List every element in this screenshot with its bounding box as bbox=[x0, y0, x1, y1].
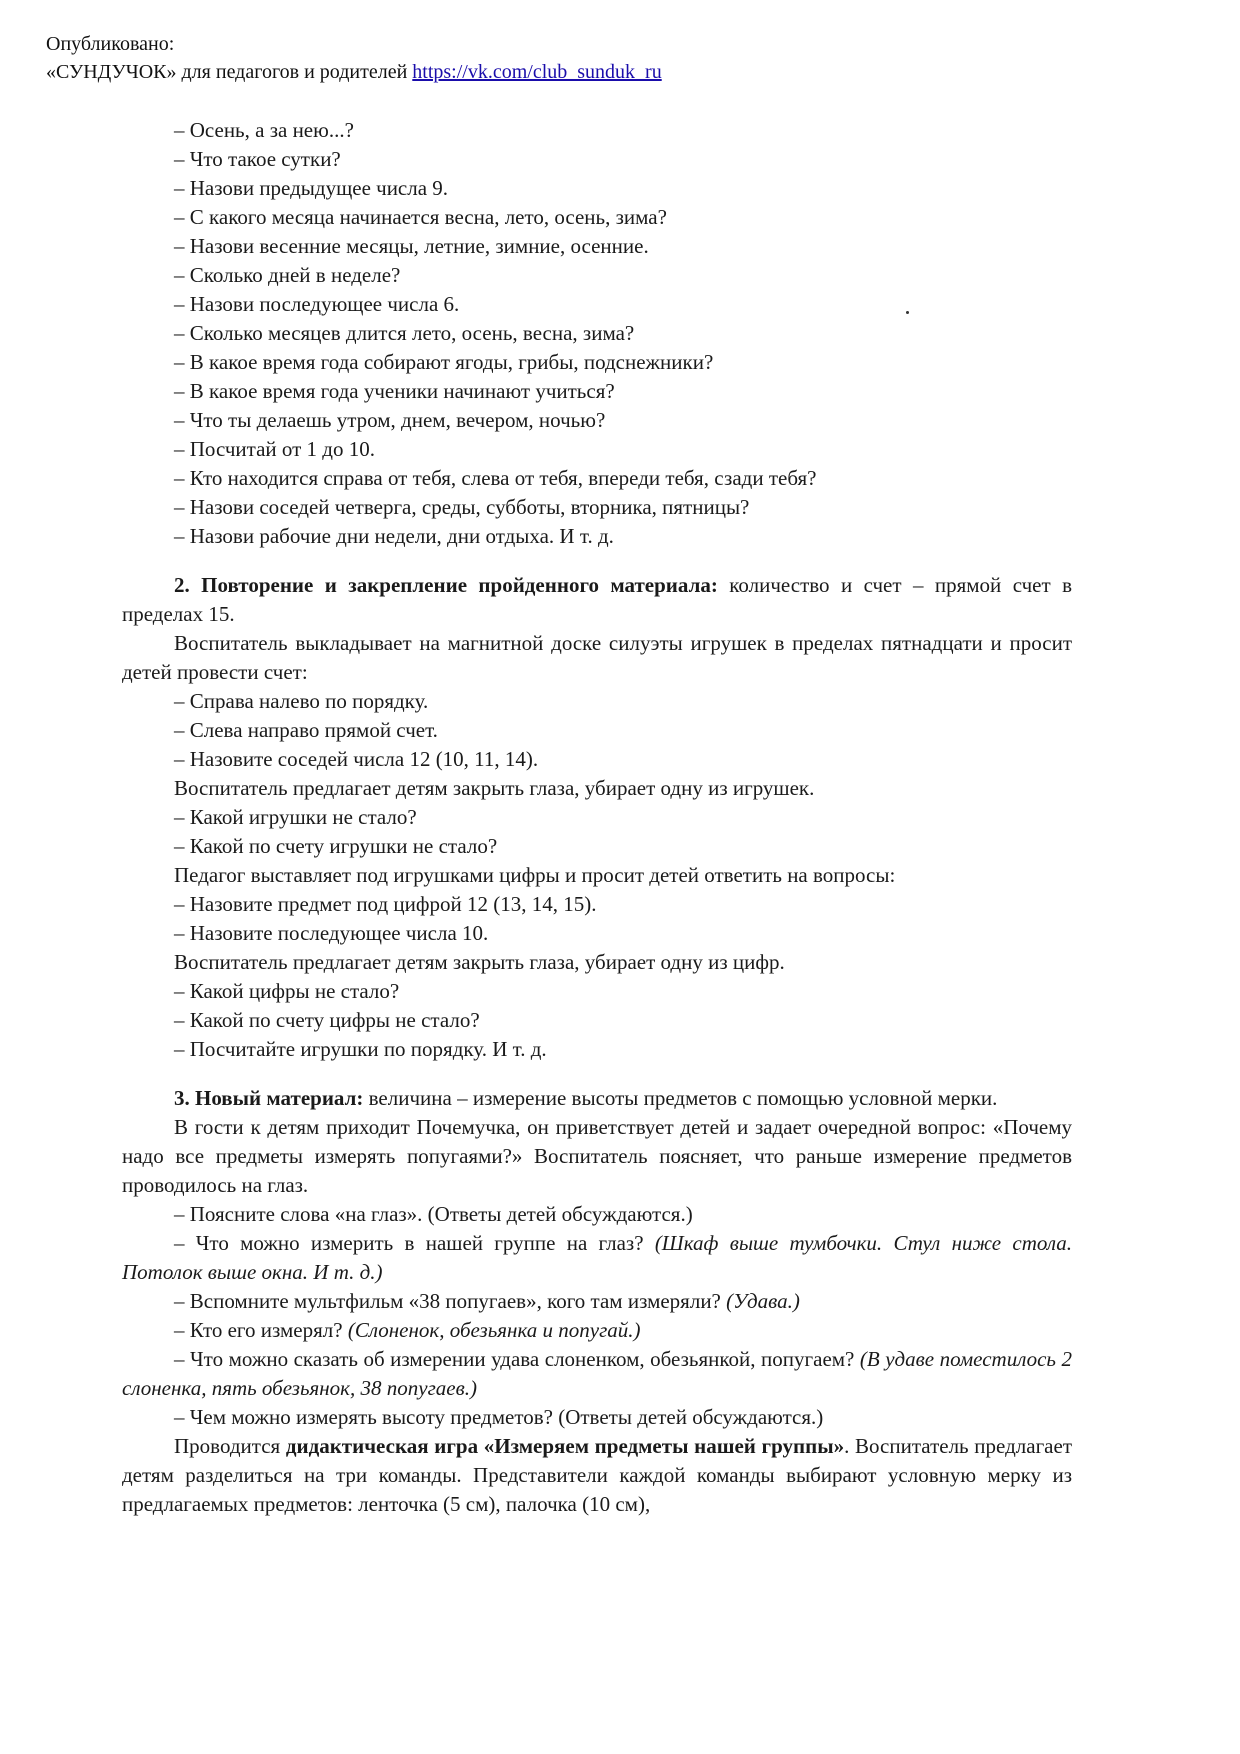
question-item: – Посчитай от 1 до 10. bbox=[174, 437, 375, 461]
question-item: – Назови предыдущее числа 9. bbox=[174, 176, 449, 200]
question-item: – Что ты делаешь утром, днем, вечером, ночью? bbox=[174, 408, 606, 432]
question-item: – В какое время года собирают ягоды, грибы, подснежники? bbox=[174, 350, 714, 374]
dialog-line: – Поясните слова «на глаз». (Ответы детей обсуждаются.) bbox=[174, 1202, 693, 1226]
dialog-answer: (В удаве поместилось 2 слоненка, пять обезьянок, 38 попугаев.) bbox=[122, 1347, 1073, 1400]
section-3-heading-paragraph bbox=[122, 1084, 1072, 1113]
question-item: – Кто находится справа от тебя, слева от тебя, впереди тебя, сзади тебя? bbox=[174, 466, 817, 490]
section-2-line: – Какой цифры не стало? bbox=[174, 979, 400, 1003]
published-label: Опубликовано: bbox=[46, 33, 175, 55]
question-item: – Назови весенние месяцы, летние, зимние, осенние. bbox=[174, 234, 649, 258]
dialog-question: – Что можно измерить в нашей группе на глаз? bbox=[174, 1231, 644, 1255]
publication-header bbox=[46, 30, 662, 86]
section-2-heading-rest: количество и счет – прямой счет в пределах 15. bbox=[122, 573, 1072, 626]
section-2-line: – Назовите последующее числа 10. bbox=[174, 921, 489, 945]
question-item: – В какое время года ученики начинают учиться? bbox=[174, 379, 615, 403]
section-2-line: – Слева направо прямой счет. bbox=[174, 718, 438, 742]
question-item: – Сколько месяцев длится лето, осень, весна, зима? bbox=[174, 321, 635, 345]
section-2-line: Воспитатель предлагает детям закрыть глаза, убирает одну из цифр. bbox=[174, 950, 785, 974]
section-2-line: Педагог выставляет под игрушками цифры и просит детей ответить на вопросы: bbox=[174, 863, 896, 887]
question-item: – Сколько дней в неделе? bbox=[174, 263, 401, 287]
dialog-answer: (Слоненок, обезьянка и попугай.) bbox=[342, 1318, 641, 1342]
dialog-question: – Что можно сказать об измерении удава слоненком, обезьянкой, попугаем? bbox=[174, 1347, 855, 1371]
question-item: – Назови соседей четверга, среды, субботы, вторника, пятницы? bbox=[174, 495, 750, 519]
game-paragraph bbox=[122, 1432, 1072, 1519]
section-2-line: – Справа налево по порядку. bbox=[174, 689, 429, 713]
document-page bbox=[122, 116, 1072, 1519]
section-2-line: – Посчитайте игрушки по порядку. И т. д. bbox=[174, 1037, 547, 1061]
question-list bbox=[122, 116, 1072, 551]
dialog-answer: (Шкаф выше тумбочки. Стул ниже стола. Потолок выше окна. И т. д.) bbox=[122, 1231, 1072, 1284]
question-item: – Что такое сутки? bbox=[174, 147, 341, 171]
section-2-line: – Какой по счету игрушки не стало? bbox=[174, 834, 498, 858]
section-2-intro: Воспитатель выкладывает на магнитной доске силуэты игрушек в пределах пятнадцати и просит детей провести счет: bbox=[122, 631, 1072, 684]
publisher-line bbox=[46, 58, 662, 86]
game-title: дидактическая игра «Измеряем предметы нашей группы» bbox=[285, 1434, 845, 1458]
section-3 bbox=[122, 1084, 1072, 1519]
publisher-name: «СУНДУЧОК» для педагогов и родителей bbox=[46, 61, 408, 83]
dialog-line bbox=[122, 1229, 1072, 1287]
question-item: – Назови рабочие дни недели, дни отдыха. И т. д. bbox=[174, 524, 614, 548]
section-3-heading: 3. Новый материал: bbox=[174, 1086, 364, 1110]
dialog-line: – Чем можно измерять высоту предметов? (Ответы детей обсуждаются.) bbox=[174, 1405, 824, 1429]
section-2-heading: 2. Повторение и закрепление пройденного материала: bbox=[174, 573, 718, 597]
section-3-heading-rest: величина – измерение высоты предметов с помощью условной мерки. bbox=[363, 1086, 998, 1110]
section-2-line: – Какой игрушки не стало? bbox=[174, 805, 417, 829]
dialog-line bbox=[122, 1316, 1072, 1345]
section-2-line: – Какой по счету цифры не стало? bbox=[174, 1008, 480, 1032]
game-description: . Воспитатель предлагает детям разделиться на три команды. Представители каждой команды выбирают условную мерку из предлагаемых предметов: ленточка (5 см), палочка (10 см), bbox=[122, 1434, 1072, 1516]
section-2-heading-paragraph bbox=[122, 571, 1072, 629]
section-3-intro: В гости к детям приходит Почемучка, он приветствует детей и задает очередной вопрос: «Почему надо все предметы измерять попугаями?» Воспитатель поясняет, что раньше измерение предметов проводилось на глаз. bbox=[122, 1115, 1072, 1197]
dialog-answer: (Удава.) bbox=[720, 1289, 800, 1313]
question-item: – Осень, а за нею...? bbox=[174, 118, 354, 142]
dialog-line bbox=[122, 1287, 1072, 1316]
question-item: – С какого месяца начинается весна, лето, осень, зима? bbox=[174, 205, 667, 229]
question-item: – Назови последующее числа 6. bbox=[174, 292, 460, 316]
dialog-question: – Кто его измерял? bbox=[174, 1318, 343, 1342]
game-intro: Проводится bbox=[174, 1434, 286, 1458]
section-2-line: – Назовите соседей числа 12 (10, 11, 14). bbox=[174, 747, 539, 771]
dialog-question: – Вспомните мультфильм «38 попугаев», кого там измеряли? bbox=[174, 1289, 721, 1313]
publisher-link[interactable]: https://vk.com/club_sunduk_ru bbox=[412, 61, 662, 83]
section-2 bbox=[122, 571, 1072, 1064]
section-2-line: Воспитатель предлагает детям закрыть глаза, убирает одну из игрушек. bbox=[174, 776, 815, 800]
dialog-line bbox=[122, 1345, 1072, 1403]
section-2-line: – Назовите предмет под цифрой 12 (13, 14, 15). bbox=[174, 892, 597, 916]
